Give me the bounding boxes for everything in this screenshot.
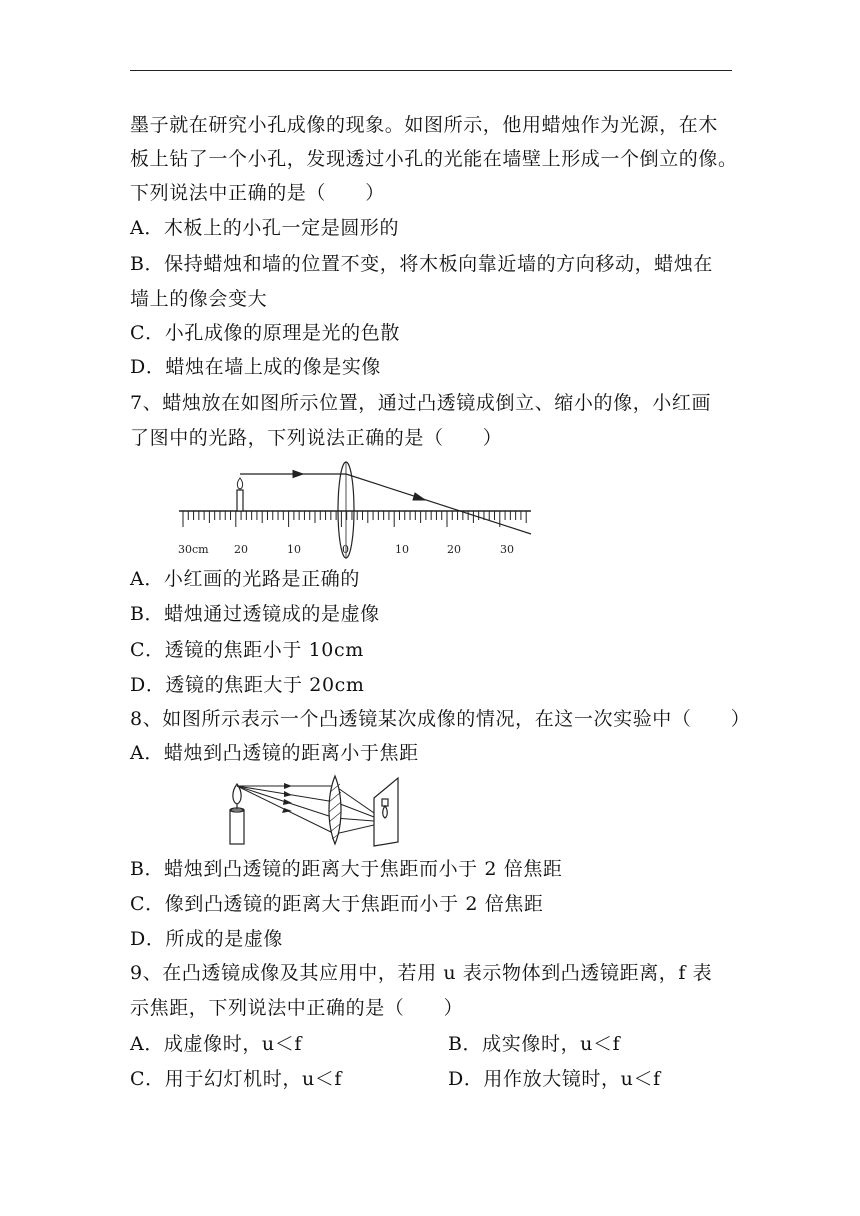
header-rule	[130, 70, 732, 71]
tick-label: 10	[395, 543, 409, 556]
q8-option-b: B．蜡烛到凸透镜的距离大于焦距而小于 2 倍焦距	[130, 858, 563, 880]
q6-option-b-line-1: B．保持蜡烛和墙的位置不变，将木板向靠近墙的方向移动，蜡烛在	[130, 253, 713, 275]
q7-option-a: A．小红画的光路是正确的	[130, 568, 360, 590]
q9-option-b: B．成实像时，u＜f	[448, 1033, 621, 1055]
q9-option-a: A．成虚像时，u＜f	[130, 1033, 302, 1055]
candle-icon	[230, 784, 244, 844]
q6-text-line-1: 墨子就在研究小孔成像的现象。如图所示，他用蜡烛作为光源，在木	[130, 114, 719, 136]
q6-option-c: C．小孔成像的原理是光的色散	[130, 322, 400, 344]
tick-label: 20	[447, 543, 461, 556]
q7-option-c: C．透镜的焦距小于 10cm	[130, 639, 364, 661]
q9-option-c: C．用于幻灯机时，u＜f	[130, 1068, 343, 1090]
q6-option-a: A．木板上的小孔一定是圆形的	[130, 217, 400, 239]
q6-text-line-2: 板上钻了一个小孔，发现透过小孔的光能在墙壁上形成一个倒立的像。	[130, 148, 738, 170]
q7-option-b: B．蜡烛通过透镜成的是虚像	[130, 603, 380, 625]
light-rays	[237, 786, 387, 834]
q8-option-c: C．像到凸透镜的距离大于焦距而小于 2 倍焦距	[130, 893, 544, 915]
tick-label: 10	[287, 543, 301, 556]
tick-label: 30	[500, 543, 514, 556]
q6-option-d: D．蜡烛在墙上成的像是实像	[130, 356, 382, 378]
tick-label: 20	[234, 543, 248, 556]
screen-icon	[374, 778, 398, 846]
q7-ruler-lens-figure	[175, 458, 535, 560]
ruler	[179, 511, 531, 527]
q7-text-line-2: 了图中的光路，下列说法正确的是（ ）	[130, 427, 503, 449]
q8-lens-imaging-figure	[222, 772, 402, 848]
q7-option-d: D．透镜的焦距大于 20cm	[130, 674, 365, 696]
q8-option-d: D．所成的是虚像	[130, 928, 284, 950]
q9-text-line-1: 9、在凸透镜成像及其应用中，若用 u 表示物体到凸透镜距离，f 表	[130, 962, 713, 984]
q9-option-d: D．用作放大镜时，u＜f	[448, 1068, 661, 1090]
light-ray	[240, 471, 531, 535]
ruler-tick-labels	[178, 543, 514, 556]
q8-option-a: A．蜡烛到凸透镜的距离小于焦距	[130, 742, 419, 764]
q7-text-line-1: 7、蜡烛放在如图所示位置，通过凸透镜成倒立、缩小的像，小红画	[130, 392, 712, 414]
q9-text-line-2: 示焦距，下列说法中正确的是（ ）	[130, 997, 464, 1019]
tick-label: 30cm	[178, 543, 209, 556]
candle-icon	[237, 478, 243, 511]
tick-label: 0	[342, 543, 349, 556]
q8-text: 8、如图所示表示一个凸透镜某次成像的情况，在这一次实验中（ ）	[130, 708, 751, 730]
q6-text-line-3: 下列说法中正确的是（ ）	[130, 182, 385, 204]
q6-option-b-line-2: 墙上的像会变大	[130, 288, 268, 310]
